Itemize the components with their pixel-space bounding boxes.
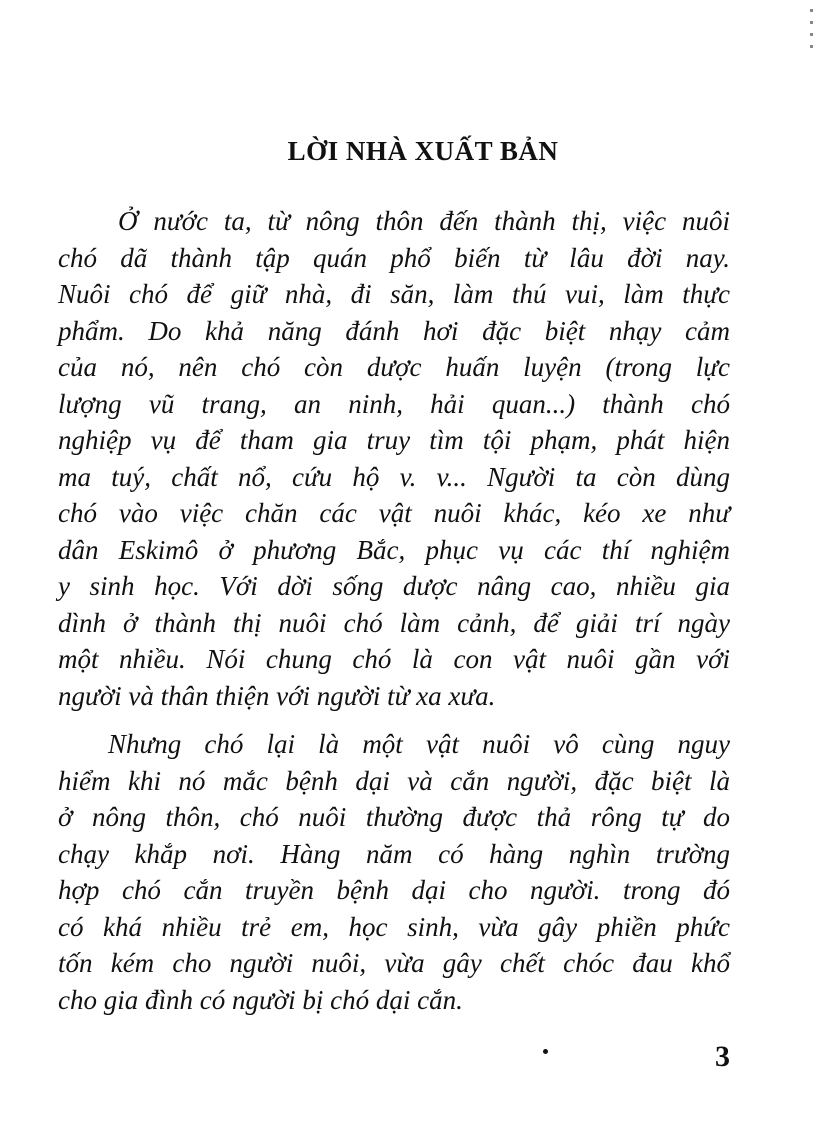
text-line: cho gia đình có người bị chó dại cắn. [58, 984, 463, 1015]
text-line: nghiệp vụ để tham gia truy tìm tội phạm, phát hiện [58, 425, 730, 455]
paragraph-2 [58, 726, 730, 1018]
text-line: phẩm. Do khả năng đánh hơi đặc biệt nhạy cảm [58, 315, 730, 346]
text-line: Nuôi chó để giữ nhà, đi săn, làm thú vui, làm thực [58, 279, 730, 309]
text-line: hợp chó cắn truyền bệnh dại cho người. trong đó [58, 875, 730, 905]
edge-mark [810, 9, 813, 12]
scan-edge-marks [808, 0, 814, 60]
text-line: dân Eskimô ở phương Bắc, phục vụ các thí nghiệm [58, 534, 730, 565]
text-line: chó dã thành tập quán phổ biến từ lâu đời nay. [58, 242, 730, 273]
text-line: ở nông thôn, chó nuôi thường được thả rông tự do [58, 802, 730, 832]
footer-dot [543, 1049, 548, 1054]
text-line: Nhưng chó lại là một vật nuôi vô cùng nguy [108, 729, 730, 759]
page-title: LỜI NHÀ XUẤT BẢN [287, 136, 559, 166]
text-line: tốn kém cho người nuôi, vừa gây chết chóc đau khổ [58, 948, 730, 978]
text-line: lượng vũ trang, an ninh, hải quan...) thành chó [58, 388, 730, 419]
text-line: một nhiều. Nói chung chó là con vật nuôi gần với [58, 644, 730, 674]
text-line: của nó, nên chó còn dược huấn luyện (trong lực [58, 352, 730, 382]
text-line: y sinh học. Với dời sống dược nâng cao, nhiều gia [58, 571, 730, 601]
text-line: Ở nước ta, từ nông thôn đến thành thị, việc nuôi [118, 206, 730, 236]
text-line: hiểm khi nó mắc bệnh dại và cắn người, đặc biệt là [58, 765, 730, 796]
text-line: dình ở thành thị nuôi chó làm cảnh, để giải trí ngày [58, 607, 730, 638]
text-line: chạy khắp nơi. Hàng năm có hàng nghìn trường [58, 838, 730, 869]
text-line: người và thân thiện với người từ xa xưa. [58, 680, 496, 711]
text-line: chó vào việc chăn các vật nuôi khác, kéo xe như [58, 498, 730, 528]
body-text [58, 203, 730, 1018]
edge-mark [810, 21, 813, 24]
text-line: ma tuý, chất nổ, cứu hộ v. v... Người ta còn dùng [58, 461, 730, 492]
edge-mark [810, 33, 813, 36]
paragraph-1 [58, 203, 730, 714]
text-line: có khá nhiều trẻ em, học sinh, vừa gây phiền phức [58, 911, 730, 942]
page-number: 3 [715, 1040, 730, 1073]
edge-mark [810, 45, 813, 48]
